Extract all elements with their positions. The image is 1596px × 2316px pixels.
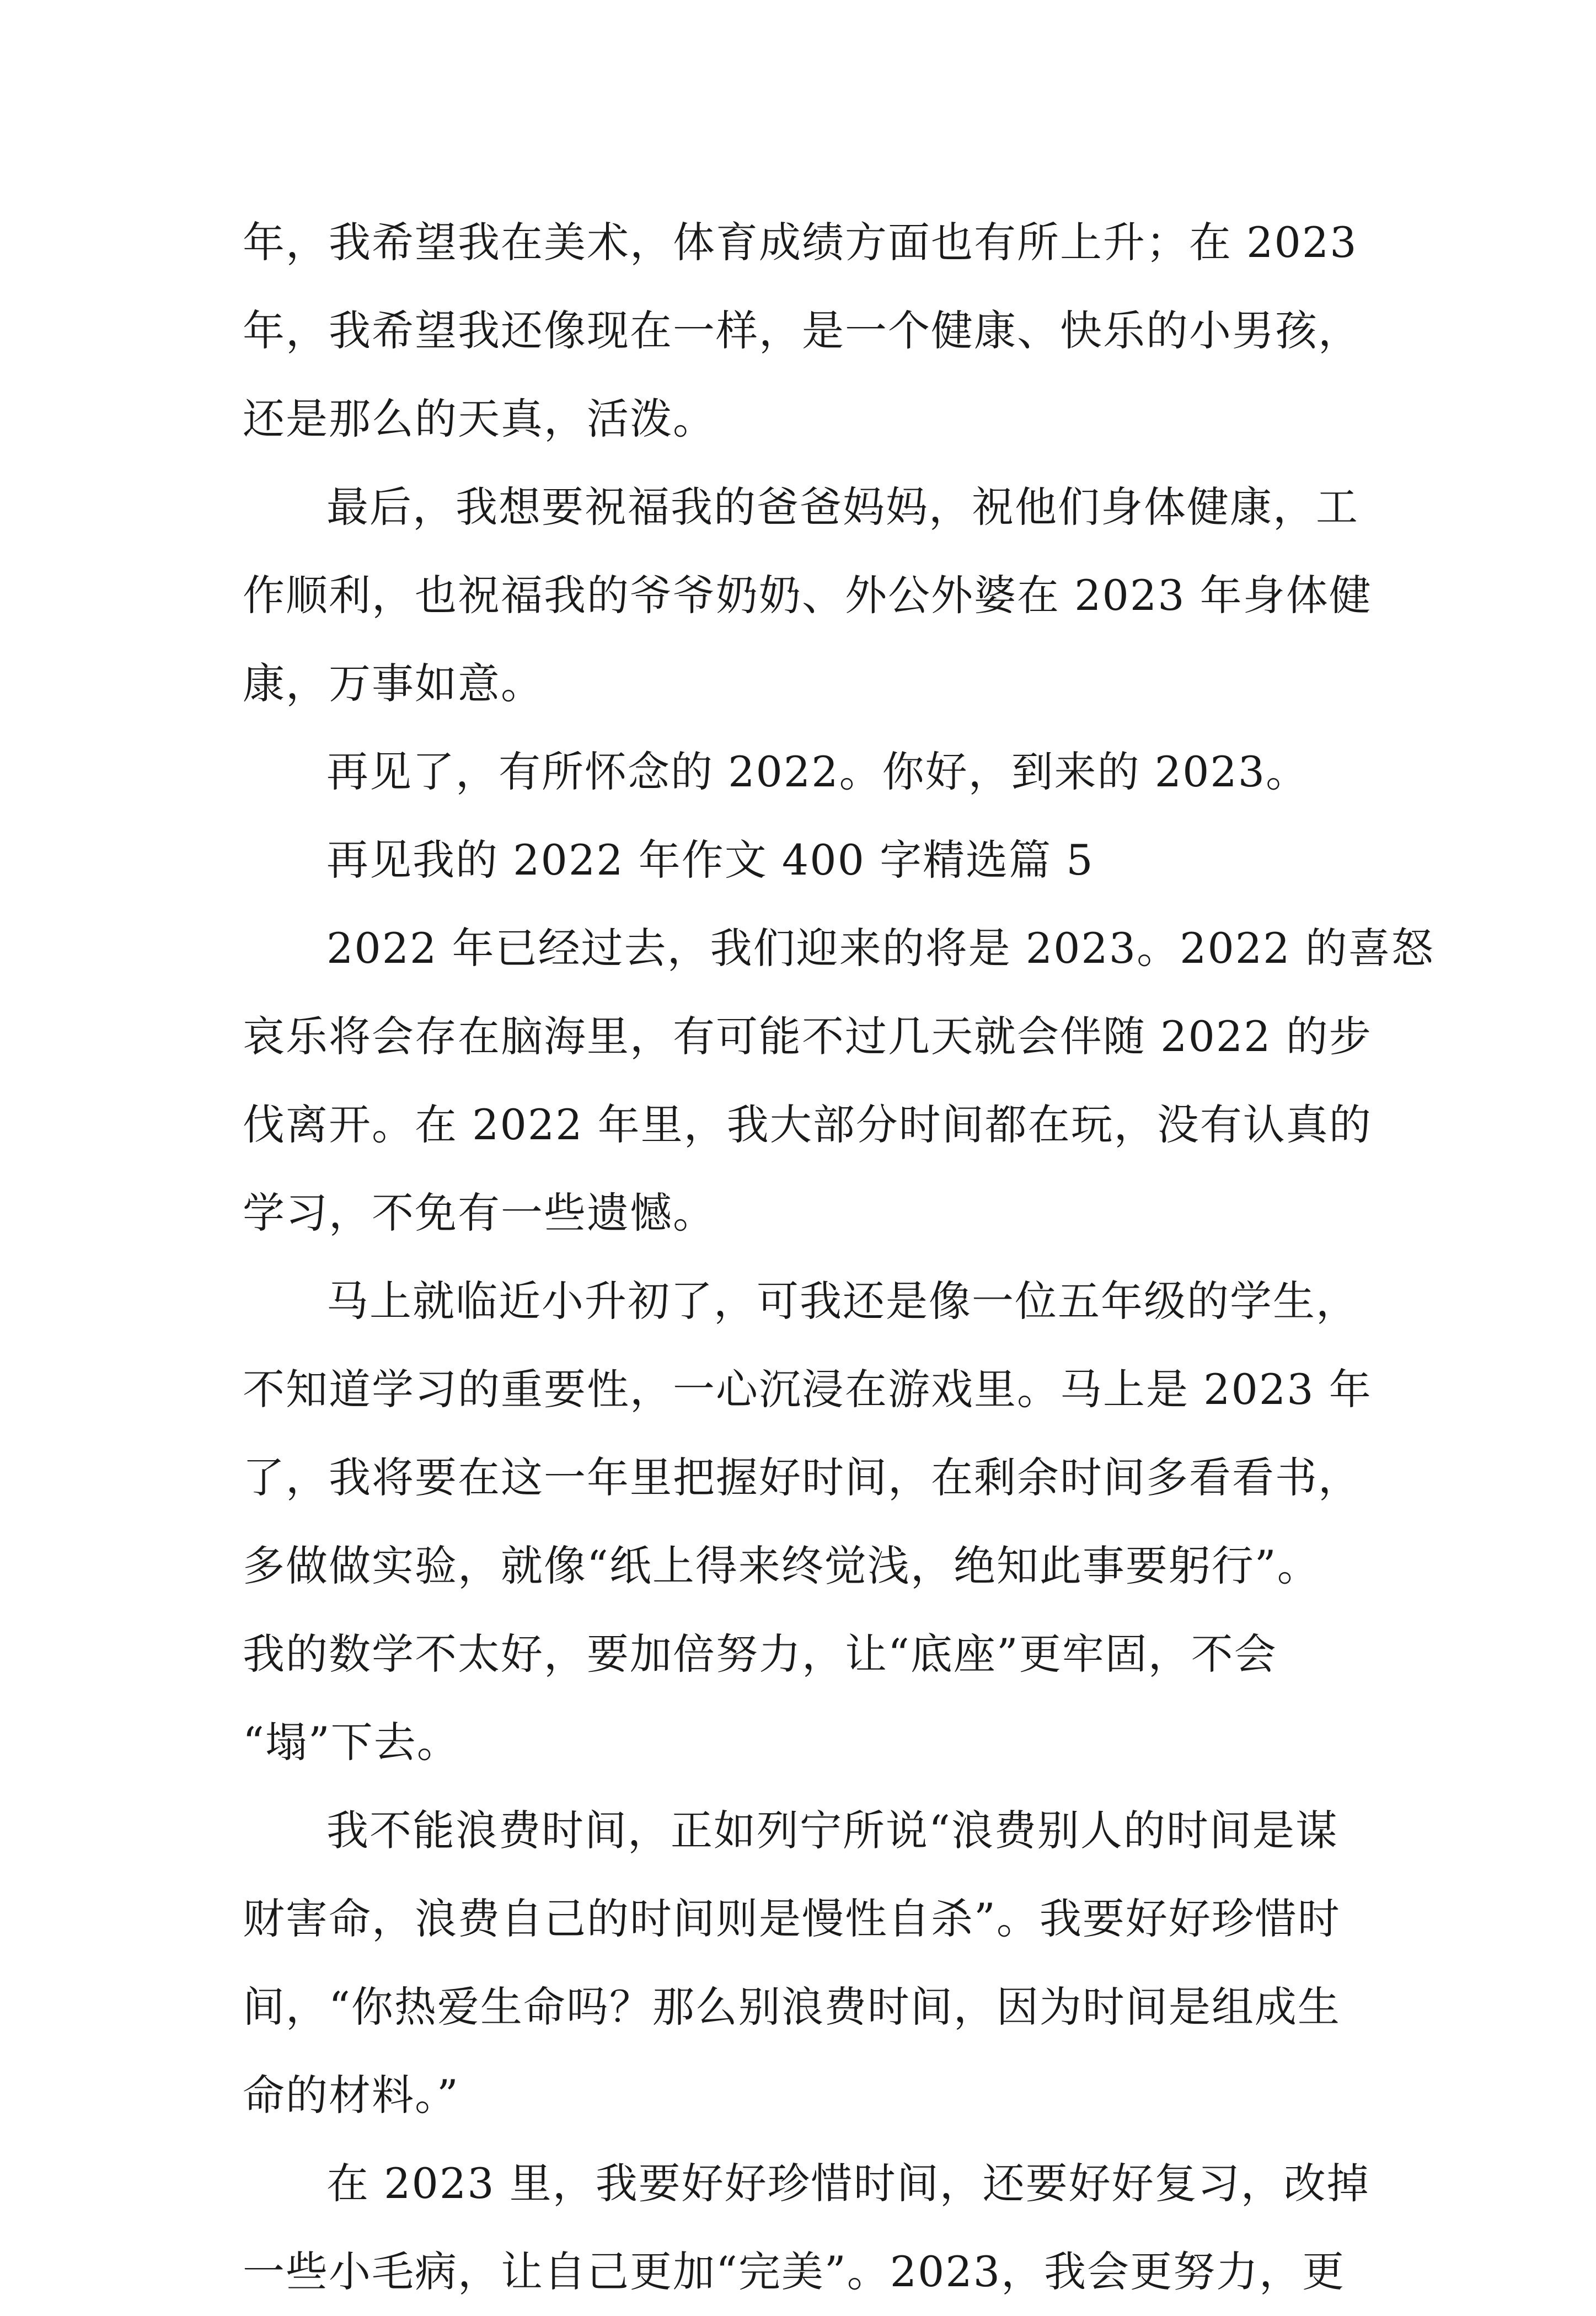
paragraph-start-line: 再见了，有所怀念的 2022。你好，到来的 2023。 [326, 747, 1309, 796]
text-line: 财害命，浪费自己的时间则是慢性自杀”。我要好好珍惜时 [243, 1894, 1341, 1943]
text-line: “塌”下去。 [243, 1718, 460, 1767]
text-line: 一些小毛病，让自己更加“完美”。2023，我会更努力，更 [243, 2247, 1346, 2296]
text-line: 了，我将要在这一年里把握好时间，在剩余时间多看看书， [243, 1453, 1361, 1502]
text-line: 多做做实验，就像“纸上得来终觉浅，绝知此事要躬行”。 [243, 1541, 1320, 1590]
text-line: 不知道学习的重要性，一心沉浸在游戏里。马上是 2023 年 [243, 1365, 1372, 1414]
paragraph-start-line: 在 2023 里，我要好好珍惜时间，还要好好复习，改掉 [326, 2159, 1370, 2208]
text-line: 伐离开。在 2022 年里，我大部分时间都在玩，没有认真的 [243, 1100, 1372, 1149]
text-line: 作顺利，也祝福我的爷爷奶奶、外公外婆在 2023 年身体健 [243, 571, 1372, 620]
paragraph-start-line: 2022 年已经过去，我们迎来的将是 2023。2022 的喜怒 [326, 924, 1434, 973]
section-heading: 再见我的 2022 年作文 400 字精选篇 5 [326, 835, 1094, 884]
text-line: 间，“你热爱生命吗？那么别浪费时间，因为时间是组成生 [243, 1982, 1341, 2031]
paragraph-start-line: 马上就临近小升初了，可我还是像一位五年级的学生， [326, 1277, 1359, 1326]
text-line: 还是那么的天真，活泼。 [243, 394, 716, 443]
text-line: 康，万事如意。 [243, 659, 544, 708]
text-line: 我的数学不太好，要加倍努力，让“底座”更牢固，不会 [243, 1629, 1277, 1679]
paragraph-start-line: 最后，我想要祝福我的爸爸妈妈，祝他们身体健康，工 [326, 482, 1359, 532]
text-line: 命的材料。” [243, 2071, 459, 2120]
text-line: 学习，不免有一些遗憾。 [243, 1188, 716, 1237]
text-line: 哀乐将会存在脑海里，有可能不过几天就会伴随 2022 的步 [243, 1012, 1372, 1061]
paragraph-start-line: 我不能浪费时间，正如列宁所说“浪费别人的时间是谋 [326, 1806, 1338, 1855]
text-line: 年，我希望我在美术，体育成绩方面也有所上升；在 2023 [243, 218, 1358, 267]
text-line: 年，我希望我还像现在一样，是一个健康、快乐的小男孩， [243, 306, 1361, 355]
essay-body [243, 199, 1434, 2316]
